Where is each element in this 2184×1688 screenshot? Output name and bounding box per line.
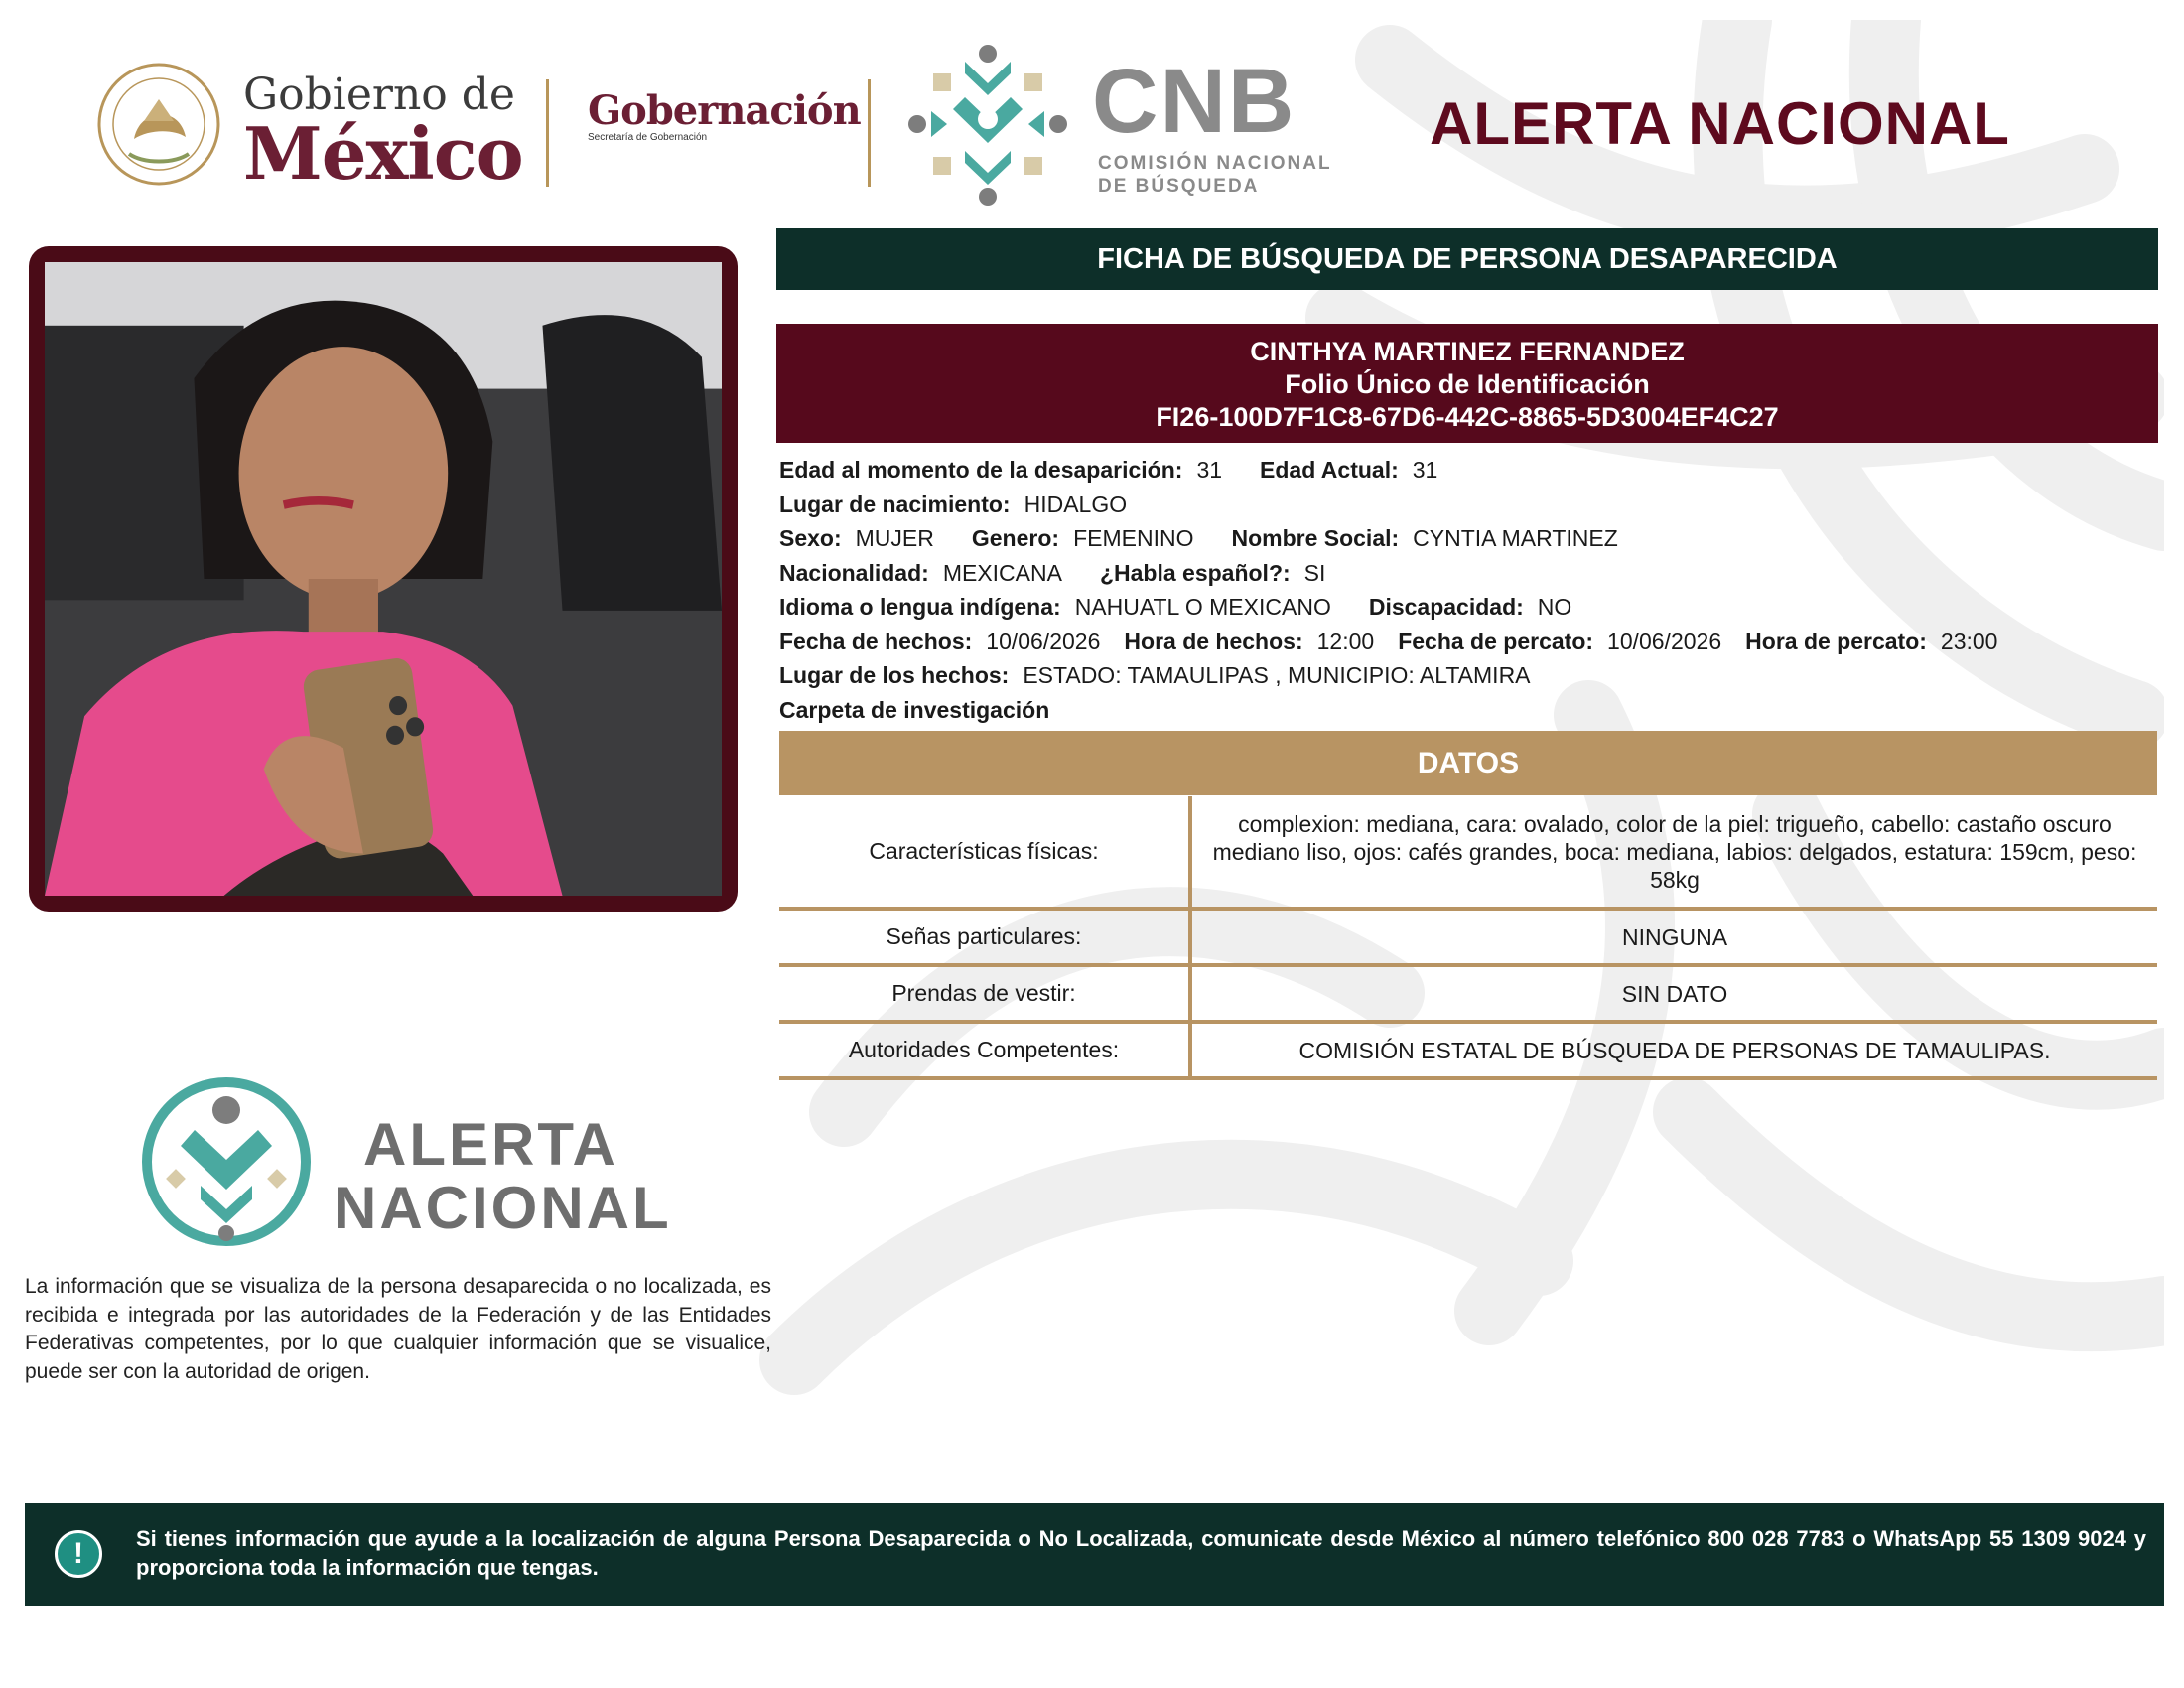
cnb-acronym: CNB xyxy=(1092,51,1297,152)
gobierno-line2: México xyxy=(243,111,523,196)
edad-actual-label: Edad Actual: xyxy=(1260,457,1399,483)
table-value: complexion: mediana, cara: ovalado, color de la piel: trigueño, cabello: castaño oscuro mediano liso, ojos: cafés grandes, boca: mediana, labios: delgados, estatura: 159cm, peso: 58kg xyxy=(1212,810,2137,893)
national-seal-icon xyxy=(94,60,223,189)
gobernacion-logo xyxy=(588,87,866,157)
person-info xyxy=(779,453,2159,727)
info-row xyxy=(779,658,2159,693)
table-label: Características físicas: xyxy=(779,796,1192,907)
hora-hechos-label: Hora de hechos: xyxy=(1124,628,1303,654)
table-value: SIN DATO xyxy=(1621,980,1728,1007)
fecha-percato-value: 10/06/2026 xyxy=(1607,628,1722,654)
contact-message: Si tienes información que ayude a la localización de alguna Persona Desaparecida o No Localizada, comunicate desde México al número telefónico 800 028 7783 o WhatsApp 55 1309 9024 y proporciona toda la información que tengas. xyxy=(136,1526,2146,1580)
info-row xyxy=(779,590,2159,625)
info-row xyxy=(779,521,2159,556)
alerta-emblem-icon xyxy=(139,1074,314,1249)
edad-actual-value: 31 xyxy=(1412,457,1438,483)
fecha-hechos-value: 10/06/2026 xyxy=(986,628,1101,654)
alerta-nacional-logo xyxy=(139,1074,675,1253)
fecha-hechos-label: Fecha de hechos: xyxy=(779,628,973,654)
person-photo xyxy=(45,262,722,896)
nacimiento-label: Lugar de nacimiento: xyxy=(779,491,1011,517)
header-divider xyxy=(868,79,871,187)
cnb-subtitle-2: DE BÚSQUEDA xyxy=(1098,176,1260,197)
folio-label: Folio Único de Identificación xyxy=(1285,369,1650,399)
info-row xyxy=(779,625,2159,659)
edad-desaparicion-value: 31 xyxy=(1196,457,1223,483)
ficha-title-bar: FICHA DE BÚSQUEDA DE PERSONA DESAPARECIDA xyxy=(776,228,2158,290)
nacionalidad-value: MEXICANA xyxy=(942,559,1062,586)
hora-percato-label: Hora de percato: xyxy=(1745,628,1927,654)
nacionalidad-label: Nacionalidad: xyxy=(779,559,929,586)
person-photo-frame xyxy=(29,246,738,912)
hora-percato-value: 23:00 xyxy=(1940,628,1998,654)
table-row xyxy=(779,911,2157,967)
edad-desaparicion-label: Edad al momento de la desaparición: xyxy=(779,457,1183,483)
sexo-label: Sexo: xyxy=(779,525,842,551)
table-label: Prendas de vestir: xyxy=(779,967,1192,1020)
habla-espanol-value: SI xyxy=(1303,559,1326,586)
idioma-value: NAHUATL O MEXICANO xyxy=(1074,594,1331,620)
gobernacion-title: Gobernación xyxy=(588,87,861,134)
cnb-emblem-icon xyxy=(903,40,1072,209)
discapacidad-value: NO xyxy=(1537,594,1572,620)
lugar-hechos-label: Lugar de los hechos: xyxy=(779,662,1010,688)
header-divider xyxy=(546,79,549,187)
fecha-percato-label: Fecha de percato: xyxy=(1398,628,1594,654)
genero-label: Genero: xyxy=(971,525,1060,551)
cnb-logo xyxy=(903,40,1350,209)
cnb-subtitle-1: COMISIÓN NACIONAL xyxy=(1098,153,1332,174)
info-row xyxy=(779,488,2159,522)
table-row xyxy=(779,967,2157,1024)
disclaimer-text: La información que se visualiza de la persona desaparecida o no localizada, es recibida e integrada por las autoridades de la Federación y de las Entidades Federativas competentes, por lo que cualquier información que se visualice, puede ser con la autoridad de origen. xyxy=(25,1275,771,1383)
alerta-nacional-title: ALERTA NACIONAL xyxy=(1430,90,2010,157)
gobierno-line1: Gobierno de xyxy=(243,70,515,120)
alert-icon: ! xyxy=(55,1530,102,1578)
idioma-label: Idioma o lengua indígena: xyxy=(779,594,1061,620)
table-label: Señas particulares: xyxy=(779,911,1192,963)
table-value: COMISIÓN ESTATAL DE BÚSQUEDA DE PERSONAS DE TAMAULIPAS. xyxy=(1298,1037,2051,1063)
alerta-logo-line1: ALERTA xyxy=(363,1111,618,1178)
genero-value: FEMENINO xyxy=(1073,525,1194,551)
table-row xyxy=(779,796,2157,911)
nombre-social-value: CYNTIA MARTINEZ xyxy=(1413,525,1618,551)
alerta-logo-line2: NACIONAL xyxy=(334,1175,672,1241)
nacimiento-value: HIDALGO xyxy=(1024,491,1128,517)
gobierno-de-mexico-logo xyxy=(94,60,541,199)
info-row xyxy=(779,693,2159,728)
person-header xyxy=(776,324,2158,443)
datos-title-bar: DATOS xyxy=(779,731,2157,795)
table-row xyxy=(779,1024,2157,1080)
discapacidad-label: Discapacidad: xyxy=(1368,594,1524,620)
hora-hechos-value: 12:00 xyxy=(1316,628,1375,654)
contact-footer xyxy=(25,1503,2164,1606)
info-row xyxy=(779,453,2159,488)
nombre-social-label: Nombre Social: xyxy=(1231,525,1400,551)
folio-number: FI26-100D7F1C8-67D6-442C-8865-5D3004EF4C27 xyxy=(1156,402,1779,432)
datos-table xyxy=(779,796,2157,1080)
info-row xyxy=(779,556,2159,591)
habla-espanol-label: ¿Habla español?: xyxy=(1099,559,1291,586)
gobernacion-subtitle: Secretaría de Gobernación xyxy=(588,132,708,143)
table-value: NINGUNA xyxy=(1621,923,1728,950)
person-name: CINTHYA MARTINEZ FERNANDEZ xyxy=(1250,337,1685,366)
table-label: Autoridades Competentes: xyxy=(779,1024,1192,1076)
sexo-value: MUJER xyxy=(855,525,934,551)
lugar-hechos-value: ESTADO: TAMAULIPAS , MUNICIPIO: ALTAMIRA xyxy=(1023,662,1531,688)
carpeta-label: Carpeta de investigación xyxy=(779,696,1050,723)
